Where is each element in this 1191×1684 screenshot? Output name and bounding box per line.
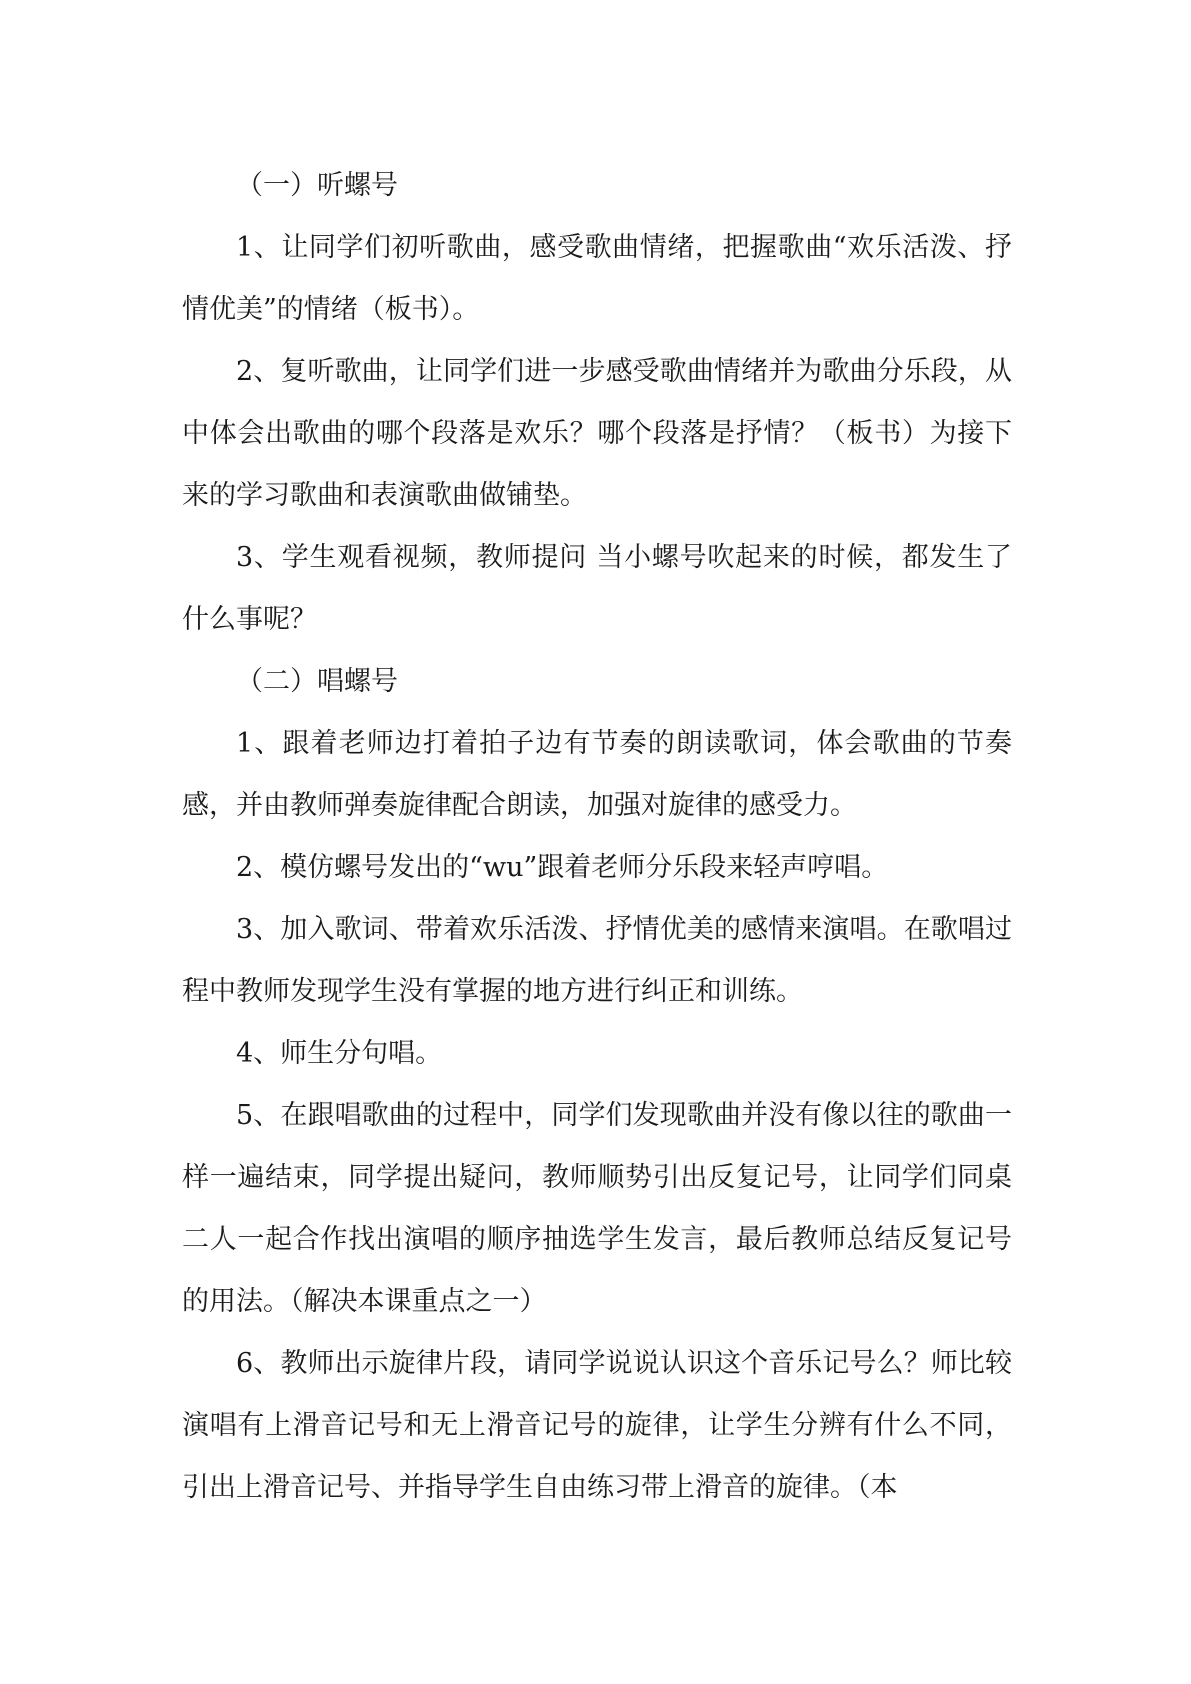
paragraph: 2、模仿螺号发出的“wu”跟着老师分乐段来轻声哼唱。	[236, 852, 889, 883]
paragraph: 4、师生分句唱。	[236, 1038, 443, 1069]
paragraph: 6、教师出示旋律片段，请同学说说认识这个音乐记号么？师比较演唱有上滑音记号和无上滑音记号的旋律，让学生分辨有什么不同，引出上滑音记号、并指导学生自由练习带上滑音的旋律。（本	[182, 1348, 1012, 1503]
paragraph: 3、加入歌词、带着欢乐活泼、抒情优美的感情来演唱。在歌唱过程中教师发现学生没有掌握的地方进行纠正和训练。	[182, 914, 1012, 1007]
section-heading-listen: （一）听螺号	[236, 170, 398, 201]
paragraph: 1、跟着老师边打着拍子边有节奏的朗读歌词，体会歌曲的节奏感，并由教师弹奏旋律配合朗读，加强对旋律的感受力。	[182, 728, 1012, 821]
paragraph: 2、复听歌曲，让同学们进一步感受歌曲情绪并为歌曲分乐段，从中体会出歌曲的哪个段落是欢乐？哪个段落是抒情？（板书）为接下来的学习歌曲和表演歌曲做铺垫。	[182, 356, 1012, 511]
paragraph: 5、在跟唱歌曲的过程中，同学们发现歌曲并没有像以往的歌曲一样一遍结束，同学提出疑问，教师顺势引出反复记号，让同学们同桌二人一起合作找出演唱的顺序抽选学生发言，最后教师总结反复记号的用法。（解决本课重点之一）	[182, 1100, 1012, 1317]
document-body	[182, 155, 1012, 1519]
paragraph: 1、让同学们初听歌曲，感受歌曲情绪，把握歌曲“欢乐活泼、抒情优美”的情绪（板书）。	[182, 232, 1012, 325]
paragraph: 3、学生观看视频，教师提问 当小螺号吹起来的时候，都发生了什么事呢？	[182, 542, 1012, 635]
section-heading-sing: （二）唱螺号	[236, 666, 398, 697]
